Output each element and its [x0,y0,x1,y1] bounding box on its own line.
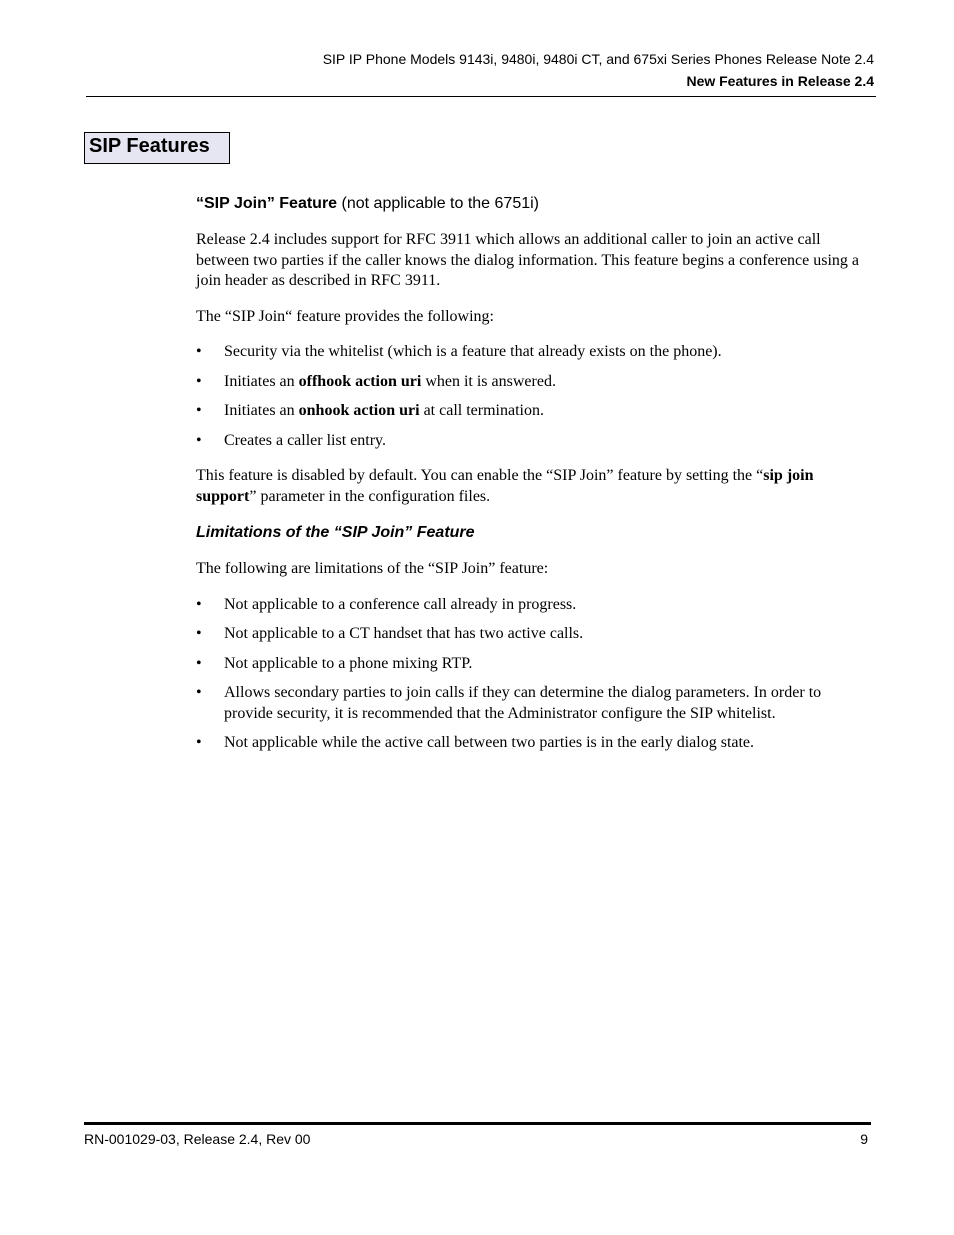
parameter-name: sip join support [196,467,814,505]
header-divider [86,96,876,97]
feature-heading-title: “SIP Join” Feature [196,195,338,212]
list-item: • Creates a caller list entry. [196,431,868,452]
list-item-text: when it is answered. [421,372,556,390]
list-item [196,372,868,393]
list-item: • Not applicable to a phone mixing RTP. [196,654,868,675]
list-item [196,401,868,422]
feature-heading [196,193,868,215]
list-item: • Not applicable to a CT handset that has two active calls. [196,624,868,645]
list-item-text: at call termination. [419,402,544,419]
list-item: • Security via the whitelist (which is a feature that already exists on the phone). [196,342,868,363]
limitations-list [196,595,868,754]
main-content [196,193,868,769]
feature-enable-paragraph [196,466,868,507]
feature-bullet-list [196,342,868,451]
paragraph-text: ” parameter in the configuration files. [249,487,491,505]
feature-provides-lead: The “SIP Join“ feature provides the following: [196,307,494,325]
feature-intro-paragraph: Release 2.4 includes support for RFC 3911 which allows an additional caller to join an active call between two parties if the caller knows the dialog information. This feature begins a conference using a join header as described in RFC 3911. [196,231,860,289]
list-item: • Not applicable to a conference call already in progress. [196,595,868,616]
paragraph-text: This feature is disabled by default. You can enable the “SIP Join” feature by setting the “ [196,467,764,484]
list-item-text: Initiates an [224,372,299,390]
list-item: • Allows secondary parties to join calls if they can determine the dialog parameters. In order to provide security, it is recommended that the Administrator configure the SIP whitelist. [196,683,868,724]
list-item-text: Initiates an [224,402,299,419]
footer-doc-id: RN-001029-03, Release 2.4, Rev 00 [84,1131,311,1147]
parameter-name: onhook action uri [298,402,420,419]
limitations-lead: The following are limitations of the “SIP Join” feature: [196,560,549,577]
parameter-name: offhook action uri [298,372,422,390]
header-section-title: New Features in Release 2.4 [686,73,874,89]
section-heading: SIP Features [89,135,210,157]
footer-divider [84,1122,871,1125]
section-heading-box [84,132,230,164]
header-doc-title: SIP IP Phone Models 9143i, 9480i, 9480i CT, and 675xi Series Phones Release Note 2.4 [322,51,874,67]
limitations-heading: Limitations of the “SIP Join” Feature [196,524,475,541]
page-number: 9 [860,1131,868,1147]
feature-heading-note: (not applicable to the 6751i) [337,195,539,212]
list-item: • Not applicable while the active call between two parties is in the early dialog state. [196,733,868,754]
